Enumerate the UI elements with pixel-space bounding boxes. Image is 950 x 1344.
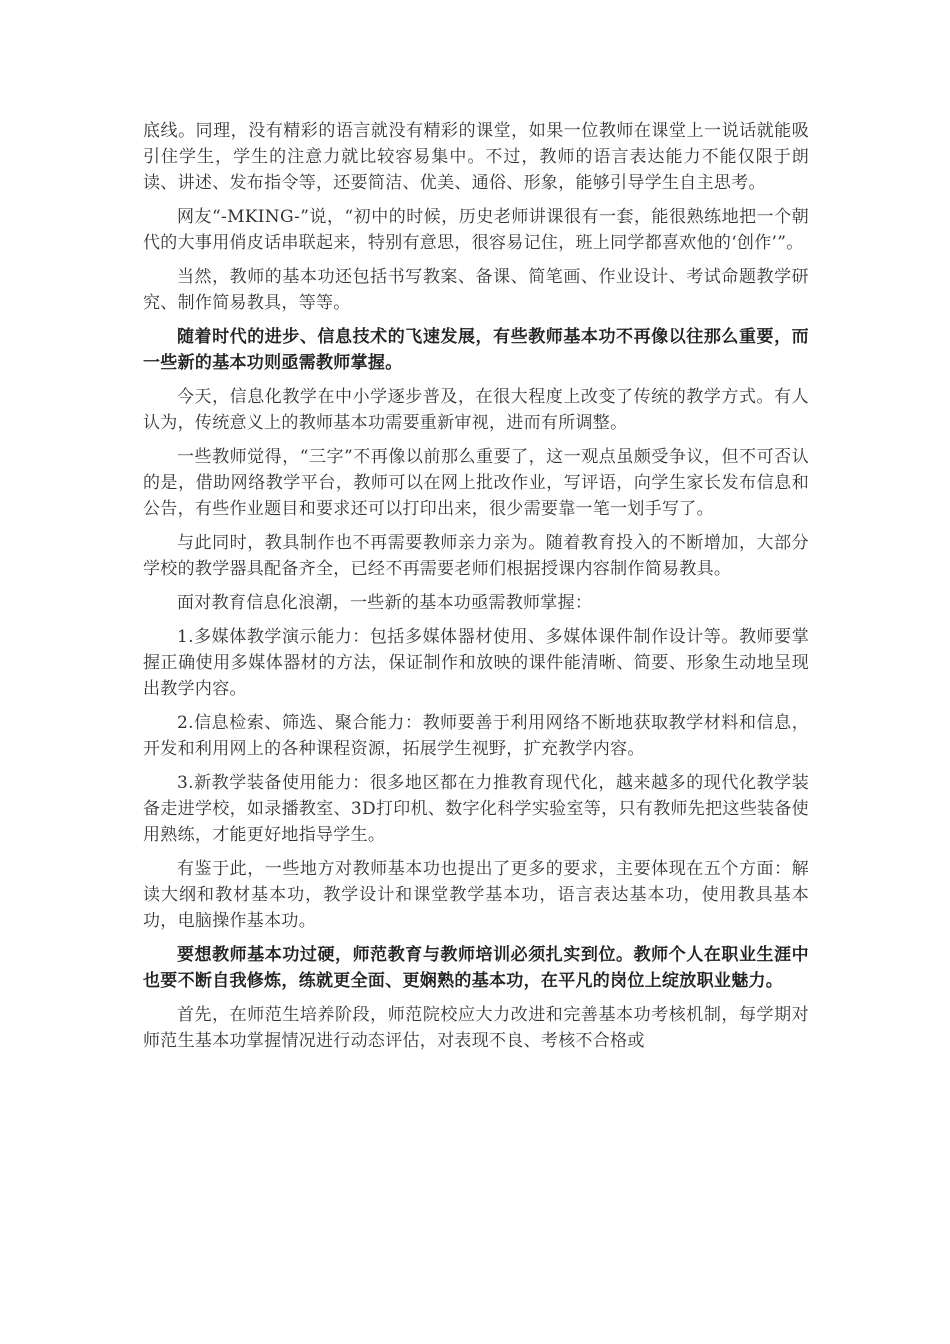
paragraph-6: 与此同时，教具制作也不再需要教师亲力亲为。随着教育投入的不断增加，大部分学校的教学器具配备齐全，已经不再需要老师们根据授课内容制作简易教具。 [143,533,809,579]
paragraph-3: 当然，教师的基本功还包括书写教案、备课、简笔画、作业设计、考试命题教学研究、制作简易教具，等等。 [143,267,809,313]
paragraph-9: 首先，在师范生培养阶段，师范院校应大力改进和完善基本功考核机制，每学期对师范生基本功掌握情况进行动态评估，对表现不良、考核不合格或 [143,1005,809,1051]
paragraph-5: 一些教师觉得，“三字”不再像以前那么重要了，这一观点虽颇受争议，但不可否认的是，借助网络教学平台，教师可以在网上批改作业，写评语，向学生家长发布信息和公告，有些作业题目和要求还可以打印出来，很少需要靠一笔一划手写了。 [143,447,809,519]
list-item-2: 2.信息检索、筛选、聚合能力：教师要善于利用网络不断地获取教学材料和信息，开发和利用网上的各种课程资源，拓展学生视野，扩充教学内容。 [143,713,809,759]
paragraph-2: 网友“-MKING-”说，“初中的时候，历史老师讲课很有一套，能很熟练地把一个朝代的大事用俏皮话串联起来，特别有意思，很容易记住，班上同学都喜欢他的‘创作’”。 [143,207,809,253]
list-item-1: 1.多媒体教学演示能力：包括多媒体器材使用、多媒体课件制作设计等。教师要掌握正确使用多媒体器材的方法，保证制作和放映的课件能清晰、简要、形象生动地呈现出教学内容。 [143,627,809,699]
paragraph-1: 底线。同理，没有精彩的语言就没有精彩的课堂，如果一位教师在课堂上一说话就能吸引住学生，学生的注意力就比较容易集中。不过，教师的语言表达能力不能仅限于朗读、讲述、发布指令等，还要简洁、优美、通俗、形象，能够引导学生自主思考。 [143,121,809,193]
paragraph-8: 有鉴于此，一些地方对教师基本功也提出了更多的要求，主要体现在五个方面：解读大纲和教材基本功，教学设计和课堂教学基本功，语言表达基本功，使用教具基本功，电脑操作基本功。 [143,859,809,931]
article-body [143,118,809,1062]
list-item-3: 3.新教学装备使用能力：很多地区都在力推教育现代化，越来越多的现代化教学装备走进学校，如录播教室、3D打印机、数字化科学实验室等，只有教师先把这些装备使用熟练，才能更好地指导学生。 [143,773,809,845]
bold-paragraph-1: 随着时代的进步、信息技术的飞速发展，有些教师基本功不再像以往那么重要，而一些新的基本功则亟需教师掌握。 [143,327,809,373]
bold-paragraph-2: 要想教师基本功过硬，师范教育与教师培训必须扎实到位。教师个人在职业生涯中也要不断自我修炼，练就更全面、更娴熟的基本功，在平凡的岗位上绽放职业魅力。 [143,945,809,991]
paragraph-7: 面对教育信息化浪潮，一些新的基本功亟需教师掌握： [177,593,593,613]
paragraph-4: 今天，信息化教学在中小学逐步普及，在很大程度上改变了传统的教学方式。有人认为，传统意义上的教师基本功需要重新审视，进而有所调整。 [143,387,809,433]
